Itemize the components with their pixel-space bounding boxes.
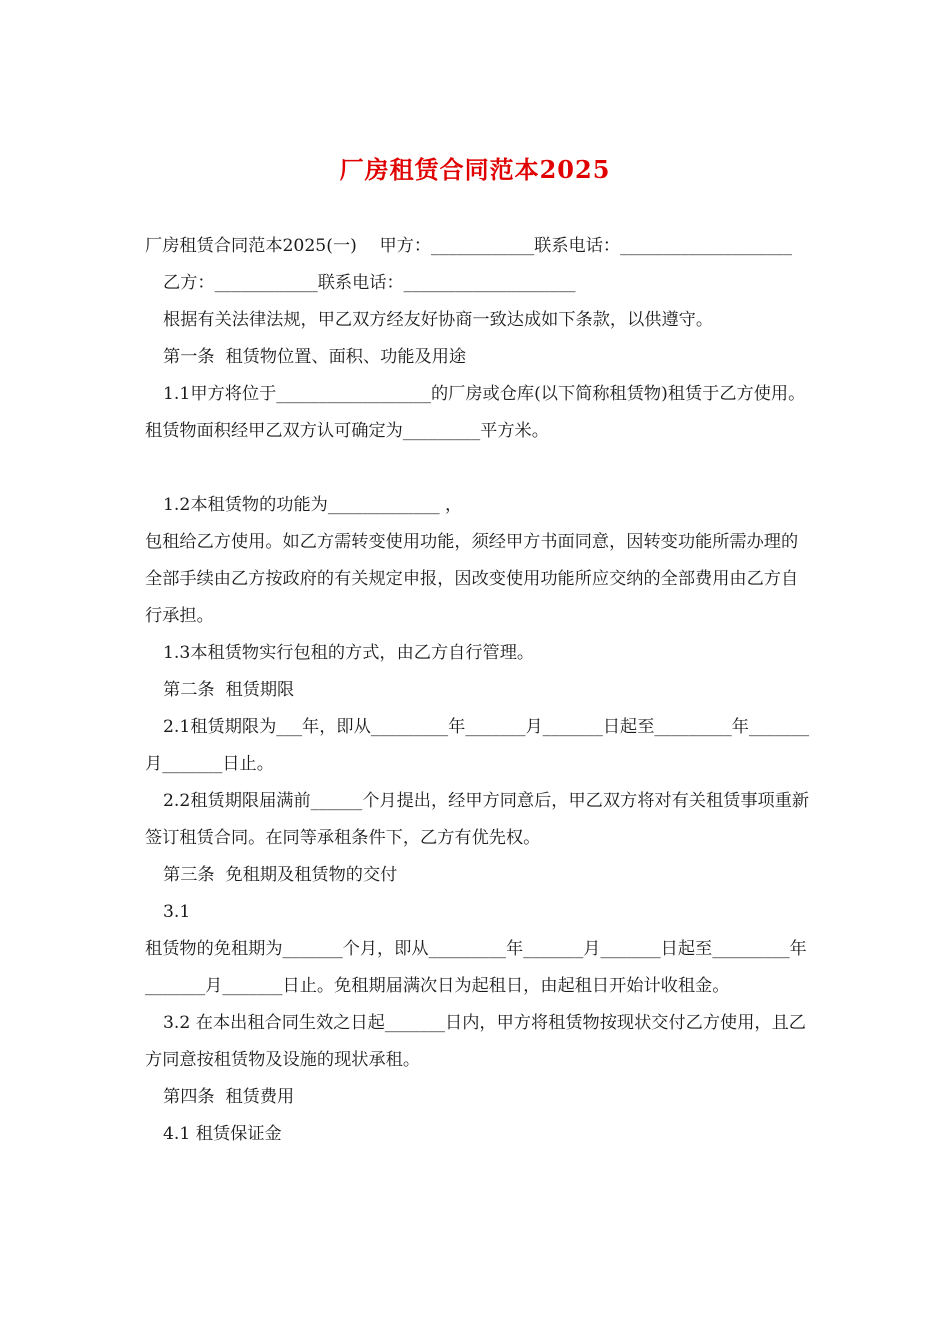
clause-1-1: 1.1甲方将位于__________________的厂房或仓库(以下简称租赁物)租赁于乙方使用。租赁物面积经甲乙双方认可确定为_________平方米。 <box>145 384 806 441</box>
article-3-heading: 第三条 免租期及租赁物的交付 <box>163 865 398 885</box>
document-body <box>145 228 810 1153</box>
clause-1-2: 1.2本租赁物的功能为_____________ ， <box>163 495 463 515</box>
article-4-heading: 第四条 租赁费用 <box>163 1087 295 1107</box>
clause-1-2-continued: 包租给乙方使用。如乙方需转变使用功能，须经甲方书面同意，因转变功能所需办理的全部手续由乙方按政府的有关规定申报，因改变使用功能所应交纳的全部费用由乙方自行承担。 <box>145 532 799 626</box>
clause-4-1: 4.1 租赁保证金 <box>163 1124 282 1144</box>
document-title: 厂房租赁合同范本2025 <box>339 155 611 184</box>
spacer <box>145 450 810 487</box>
paragraph-header-parties: 厂房租赁合同范本2025(一) 甲方：____________联系电话：____________________ <box>145 236 792 256</box>
clause-2-2: 2.2租赁期限届满前______个月提出，经甲方同意后，甲乙双方将对有关租赁事项重新签订租赁合同。在同等承租条件下，乙方有优先权。 <box>145 791 810 848</box>
paragraph-party-b: 乙方：____________联系电话：____________________ <box>163 273 576 293</box>
article-2-heading: 第二条 租赁期限 <box>163 680 295 700</box>
clause-3-2: 3.2 在本出租合同生效之日起_______日内，甲方将租赁物按现状交付乙方使用，且乙方同意按租赁物及设施的现状承租。 <box>145 1013 806 1070</box>
clause-1-3: 1.3本租赁物实行包租的方式，由乙方自行管理。 <box>163 643 535 663</box>
clause-3-1-number: 3.1 <box>163 902 191 922</box>
clause-2-1: 2.1租赁期限为___年，即从_________年_______月_______日起至_________年_______月_______日止。 <box>145 717 810 774</box>
article-1-heading: 第一条 租赁物位置、面积、功能及用途 <box>163 347 467 367</box>
paragraph-preamble: 根据有关法律法规，甲乙双方经友好协商一致达成如下条款，以供遵守。 <box>163 310 714 330</box>
clause-3-1: 租赁物的免租期为_______个月，即从_________年_______月_______日起至_________年_______月_______日止。免租期届满次日为起租日，由起租日开始计收租金。 <box>145 939 807 996</box>
